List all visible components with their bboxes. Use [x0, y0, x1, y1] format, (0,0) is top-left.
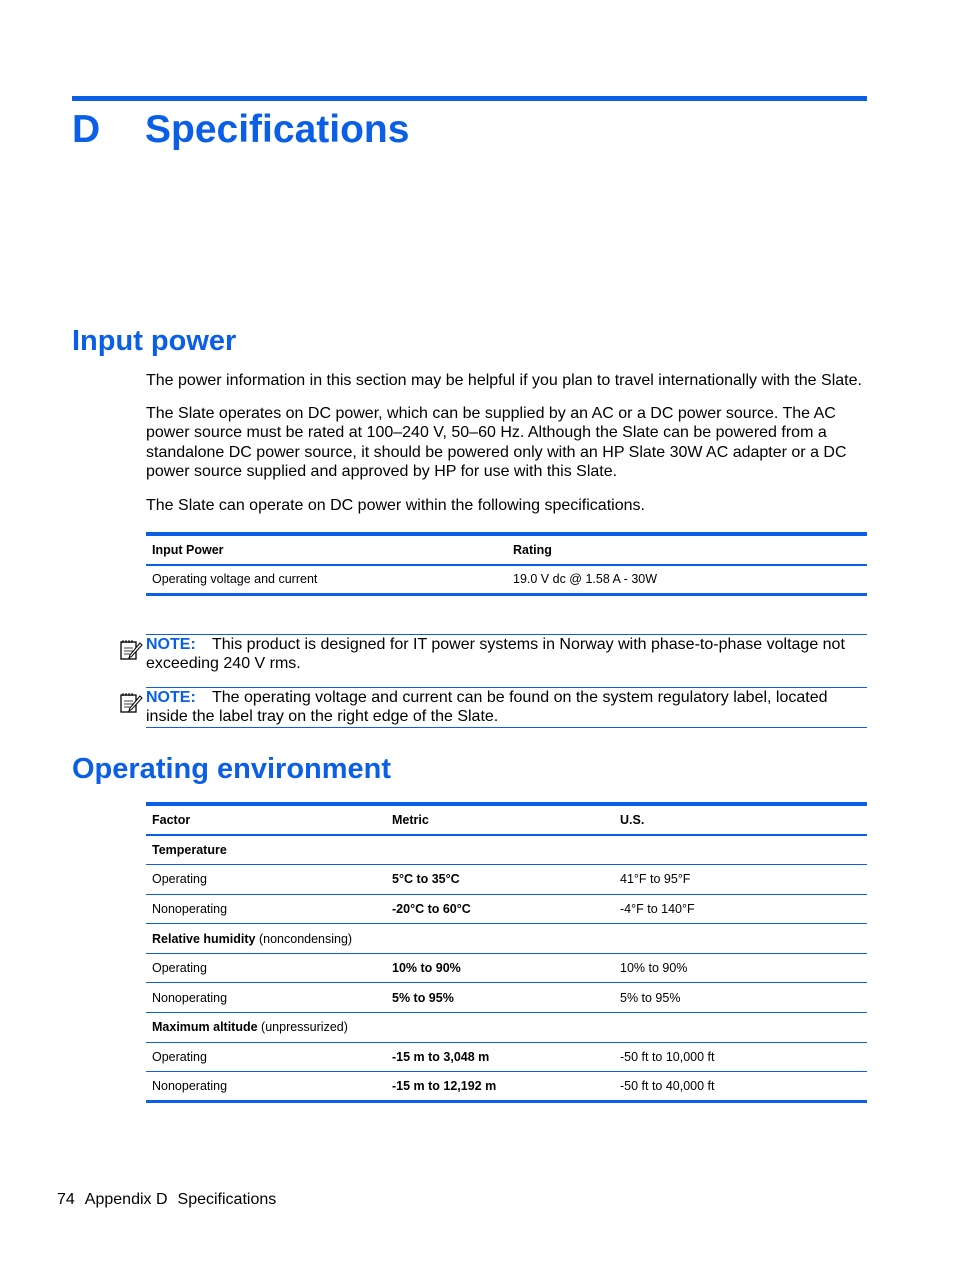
table-group-row: [146, 924, 867, 954]
column-header: U.S.: [620, 813, 645, 827]
footer-section: Appendix D: [84, 1191, 168, 1208]
table-cell: [146, 924, 867, 954]
table-cell: 10% to 90%: [392, 961, 461, 976]
table-cell: Operating voltage and current: [152, 572, 318, 587]
table-cell: Operating: [152, 872, 207, 887]
paragraph: The Slate can operate on DC power within the following specifications.: [146, 497, 645, 514]
table-row: [146, 953, 867, 983]
table-header-row: [146, 534, 867, 565]
group-title: Temperature: [152, 843, 227, 858]
note-text: This product is designed for IT power systems in Norway with phase-to-phase voltage not exceeding 240 V rms.: [146, 636, 845, 673]
input-power-table: [146, 532, 867, 596]
group-title: Maximum altitude: [152, 1020, 258, 1035]
table-row: [146, 865, 867, 895]
table-cell: 19.0 V dc @ 1.58 A - 30W: [513, 572, 658, 587]
operating-environment-table: [146, 802, 867, 1103]
chapter-rule: [72, 96, 867, 101]
table-cell: Operating: [152, 961, 207, 976]
column-header: Rating: [513, 543, 552, 557]
column-header: Metric: [392, 813, 429, 827]
chapter-title: [72, 106, 409, 154]
table-cell: -15 m to 12,192 m: [392, 1079, 497, 1094]
table-cell: 5°C to 35°C: [392, 872, 460, 887]
table-cell: -50 ft to 40,000 ft: [620, 1079, 715, 1094]
note-label: NOTE:: [146, 636, 196, 653]
paragraph: The power information in this section may be helpful if you plan to travel internationally with the Slate.: [146, 372, 862, 389]
table-row: [146, 983, 867, 1013]
table-cell: Nonoperating: [152, 990, 228, 1005]
note: [146, 688, 867, 727]
group-qualifier: (noncondensing): [255, 931, 353, 946]
page-number: 74: [57, 1191, 75, 1208]
operating-environment-heading: Operating environment: [72, 753, 392, 785]
column-header: Input Power: [152, 543, 224, 557]
table-cell: Operating: [152, 1049, 207, 1064]
note-label: NOTE:: [146, 689, 196, 706]
note: [146, 635, 867, 674]
chapter-title-text: Specifications: [145, 108, 410, 151]
table-cell: 41°F to 95°F: [620, 872, 691, 887]
chapter-letter: D: [72, 108, 101, 151]
table-group-row: [146, 1013, 867, 1043]
table-row: [146, 1042, 867, 1072]
table-cell: -15 m to 3,048 m: [392, 1049, 490, 1064]
footer-title: Specifications: [177, 1191, 277, 1208]
page-footer: [57, 1191, 286, 1209]
table-cell: -20°C to 60°C: [392, 901, 471, 916]
table-cell: 10% to 90%: [620, 961, 688, 976]
table-cell: [146, 835, 867, 865]
table-cell: Nonoperating: [152, 901, 228, 916]
table-cell: 5% to 95%: [392, 990, 454, 1005]
table-cell: Nonoperating: [152, 1079, 228, 1094]
group-title: Relative humidity: [152, 931, 256, 946]
table-cell: -50 ft to 10,000 ft: [620, 1049, 715, 1064]
table-group-row: [146, 835, 867, 865]
note-icon: [119, 638, 143, 662]
note-text: The operating voltage and current can be found on the system regulatory label, located inside the label tray on the right edge of the Slate.: [146, 689, 828, 726]
table-row: [146, 894, 867, 924]
group-qualifier: (unpressurized): [257, 1020, 348, 1035]
table-header-row: [146, 804, 867, 835]
table-cell: -4°F to 140°F: [620, 901, 695, 916]
table-cell: 5% to 95%: [620, 990, 681, 1005]
table-cell: [146, 1013, 867, 1043]
input-power-heading: Input power: [72, 325, 237, 357]
column-header: Factor: [152, 813, 191, 827]
table-row: [146, 565, 867, 594]
note-icon: [119, 691, 143, 715]
note-rule: [146, 727, 867, 728]
table-row: [146, 1072, 867, 1102]
paragraph: The Slate operates on DC power, which can be supplied by an AC or a DC power source. The AC power source must be rated at 100–240 V, 50–60 Hz. Although the Slate can be powered from a standalone DC power source, it should be powered only with an HP Slate 30W AC adapter or a DC power source supplied and approved by HP for use with this Slate.: [146, 405, 847, 480]
